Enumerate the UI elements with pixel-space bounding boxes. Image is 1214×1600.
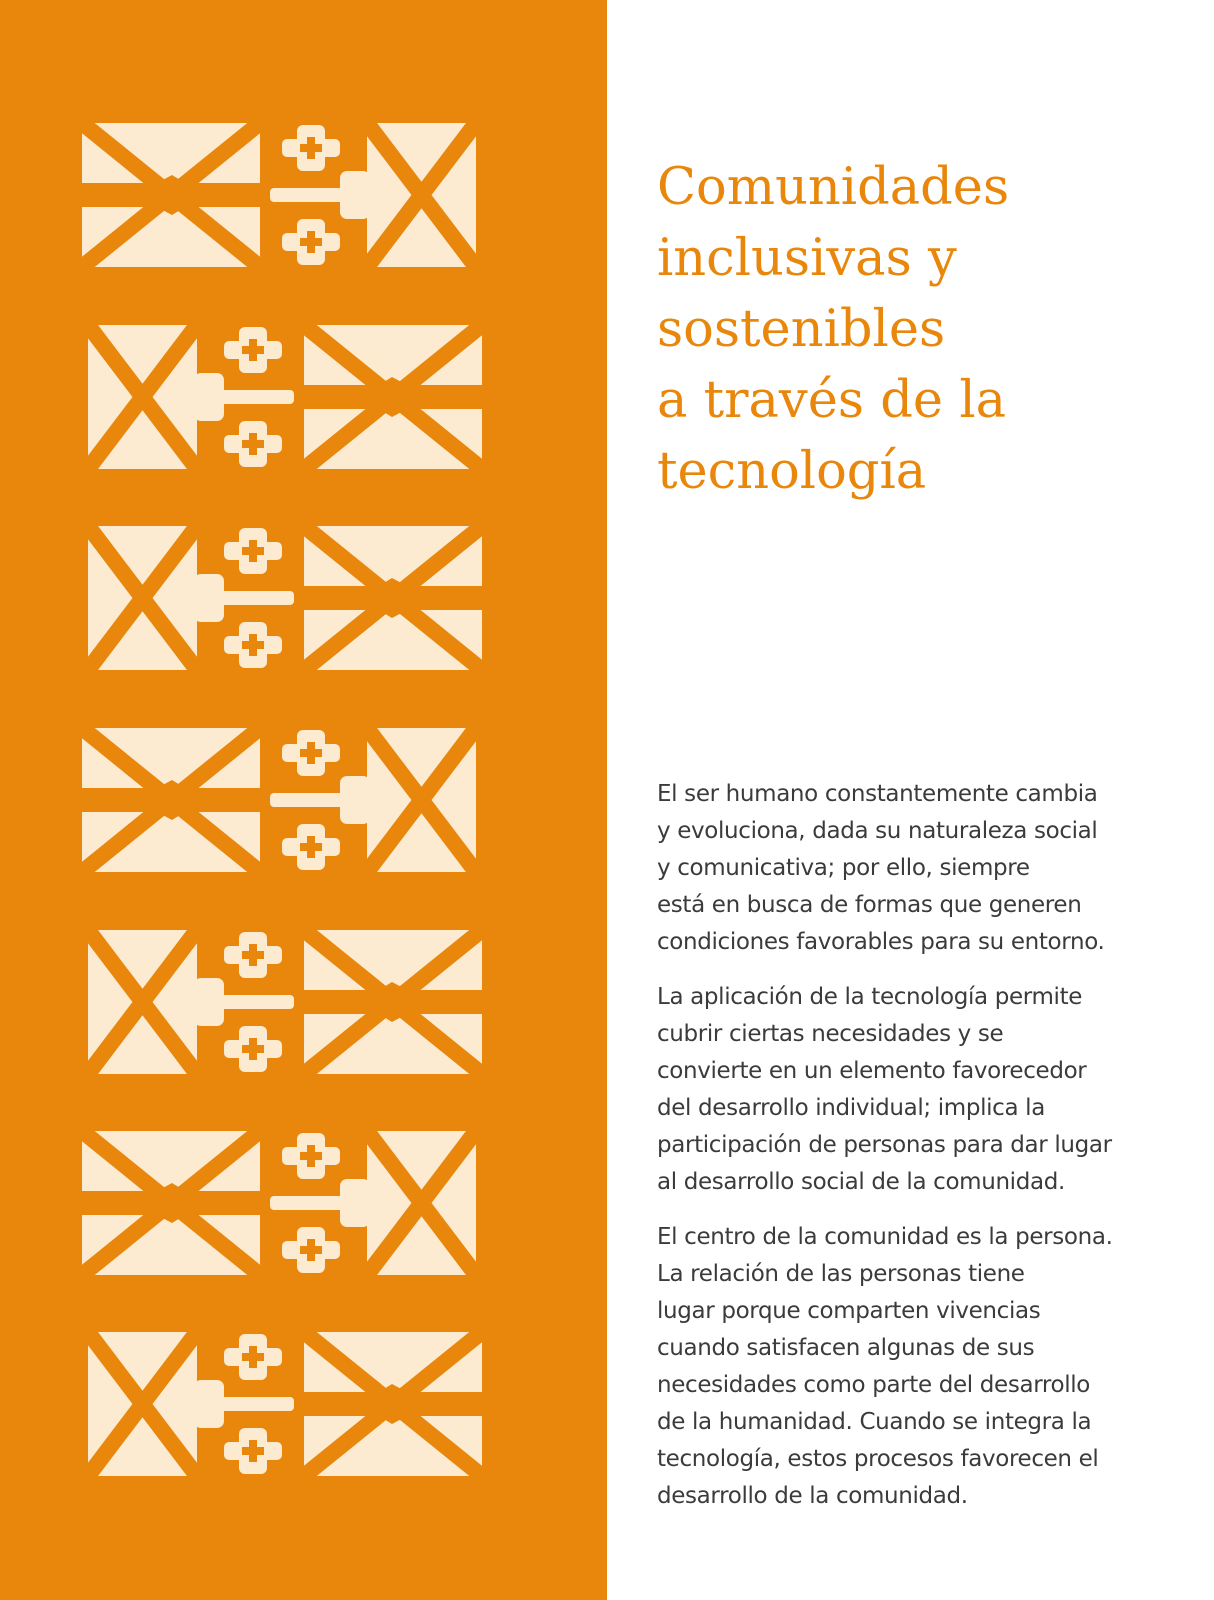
woven-textile-motif-icon: [82, 710, 482, 890]
text-line: El centro de la comunidad es la persona.: [657, 1224, 1113, 1250]
text-line: condiciones favorables para su entorno.: [657, 929, 1105, 955]
text-line: está en busca de formas que generen: [657, 892, 1082, 918]
textile-motif-column: [82, 0, 482, 1600]
title-line: sostenibles: [657, 300, 946, 359]
text-line: necesidades como parte del desarrollo: [657, 1372, 1091, 1398]
text-line: del desarrollo individual; implica la: [657, 1095, 1045, 1121]
text-line: al desarrollo social de la comunidad.: [657, 1169, 1065, 1195]
text-panel: [607, 0, 1214, 1600]
text-line: cuando satisfacen algunas de sus: [657, 1335, 1035, 1361]
woven-textile-motif-icon: [82, 912, 482, 1092]
text-line: y comunicativa; por ello, siempre: [657, 855, 1030, 881]
text-line: convierte en un elemento favorecedor: [657, 1058, 1087, 1084]
text-line: La aplicación de la tecnología permite: [657, 984, 1083, 1010]
text-line: de la humanidad. Cuando se integra la: [657, 1409, 1092, 1435]
page-title: [657, 152, 1157, 507]
text-line: tecnología, estos procesos favorecen el: [657, 1446, 1099, 1472]
woven-textile-motif-icon: [82, 1314, 482, 1494]
title-line: Comunidades: [657, 158, 1010, 217]
woven-textile-motif-icon: [82, 307, 482, 487]
woven-textile-motif-icon: [82, 1113, 482, 1293]
title-line: tecnología: [657, 442, 927, 501]
title-line: inclusivas y: [657, 229, 957, 288]
text-line: cubrir ciertas necesidades y se: [657, 1021, 1004, 1047]
text-line: El ser humano constantemente cambia: [657, 781, 1098, 807]
text-line: La relación de las personas tiene: [657, 1261, 1025, 1287]
text-line: y evoluciona, dada su naturaleza social: [657, 818, 1098, 844]
text-line: participación de personas para dar lugar: [657, 1132, 1112, 1158]
woven-textile-motif-icon: [82, 508, 482, 688]
paragraph-1: [657, 776, 1177, 961]
title-line: a través de la: [657, 371, 1007, 430]
body-text: [657, 776, 1177, 1515]
woven-textile-motif-icon: [82, 105, 482, 285]
paragraph-3: [657, 1219, 1177, 1515]
text-line: lugar porque comparten vivencias: [657, 1298, 1041, 1324]
paragraph-2: [657, 979, 1177, 1201]
text-line: desarrollo de la comunidad.: [657, 1483, 968, 1509]
